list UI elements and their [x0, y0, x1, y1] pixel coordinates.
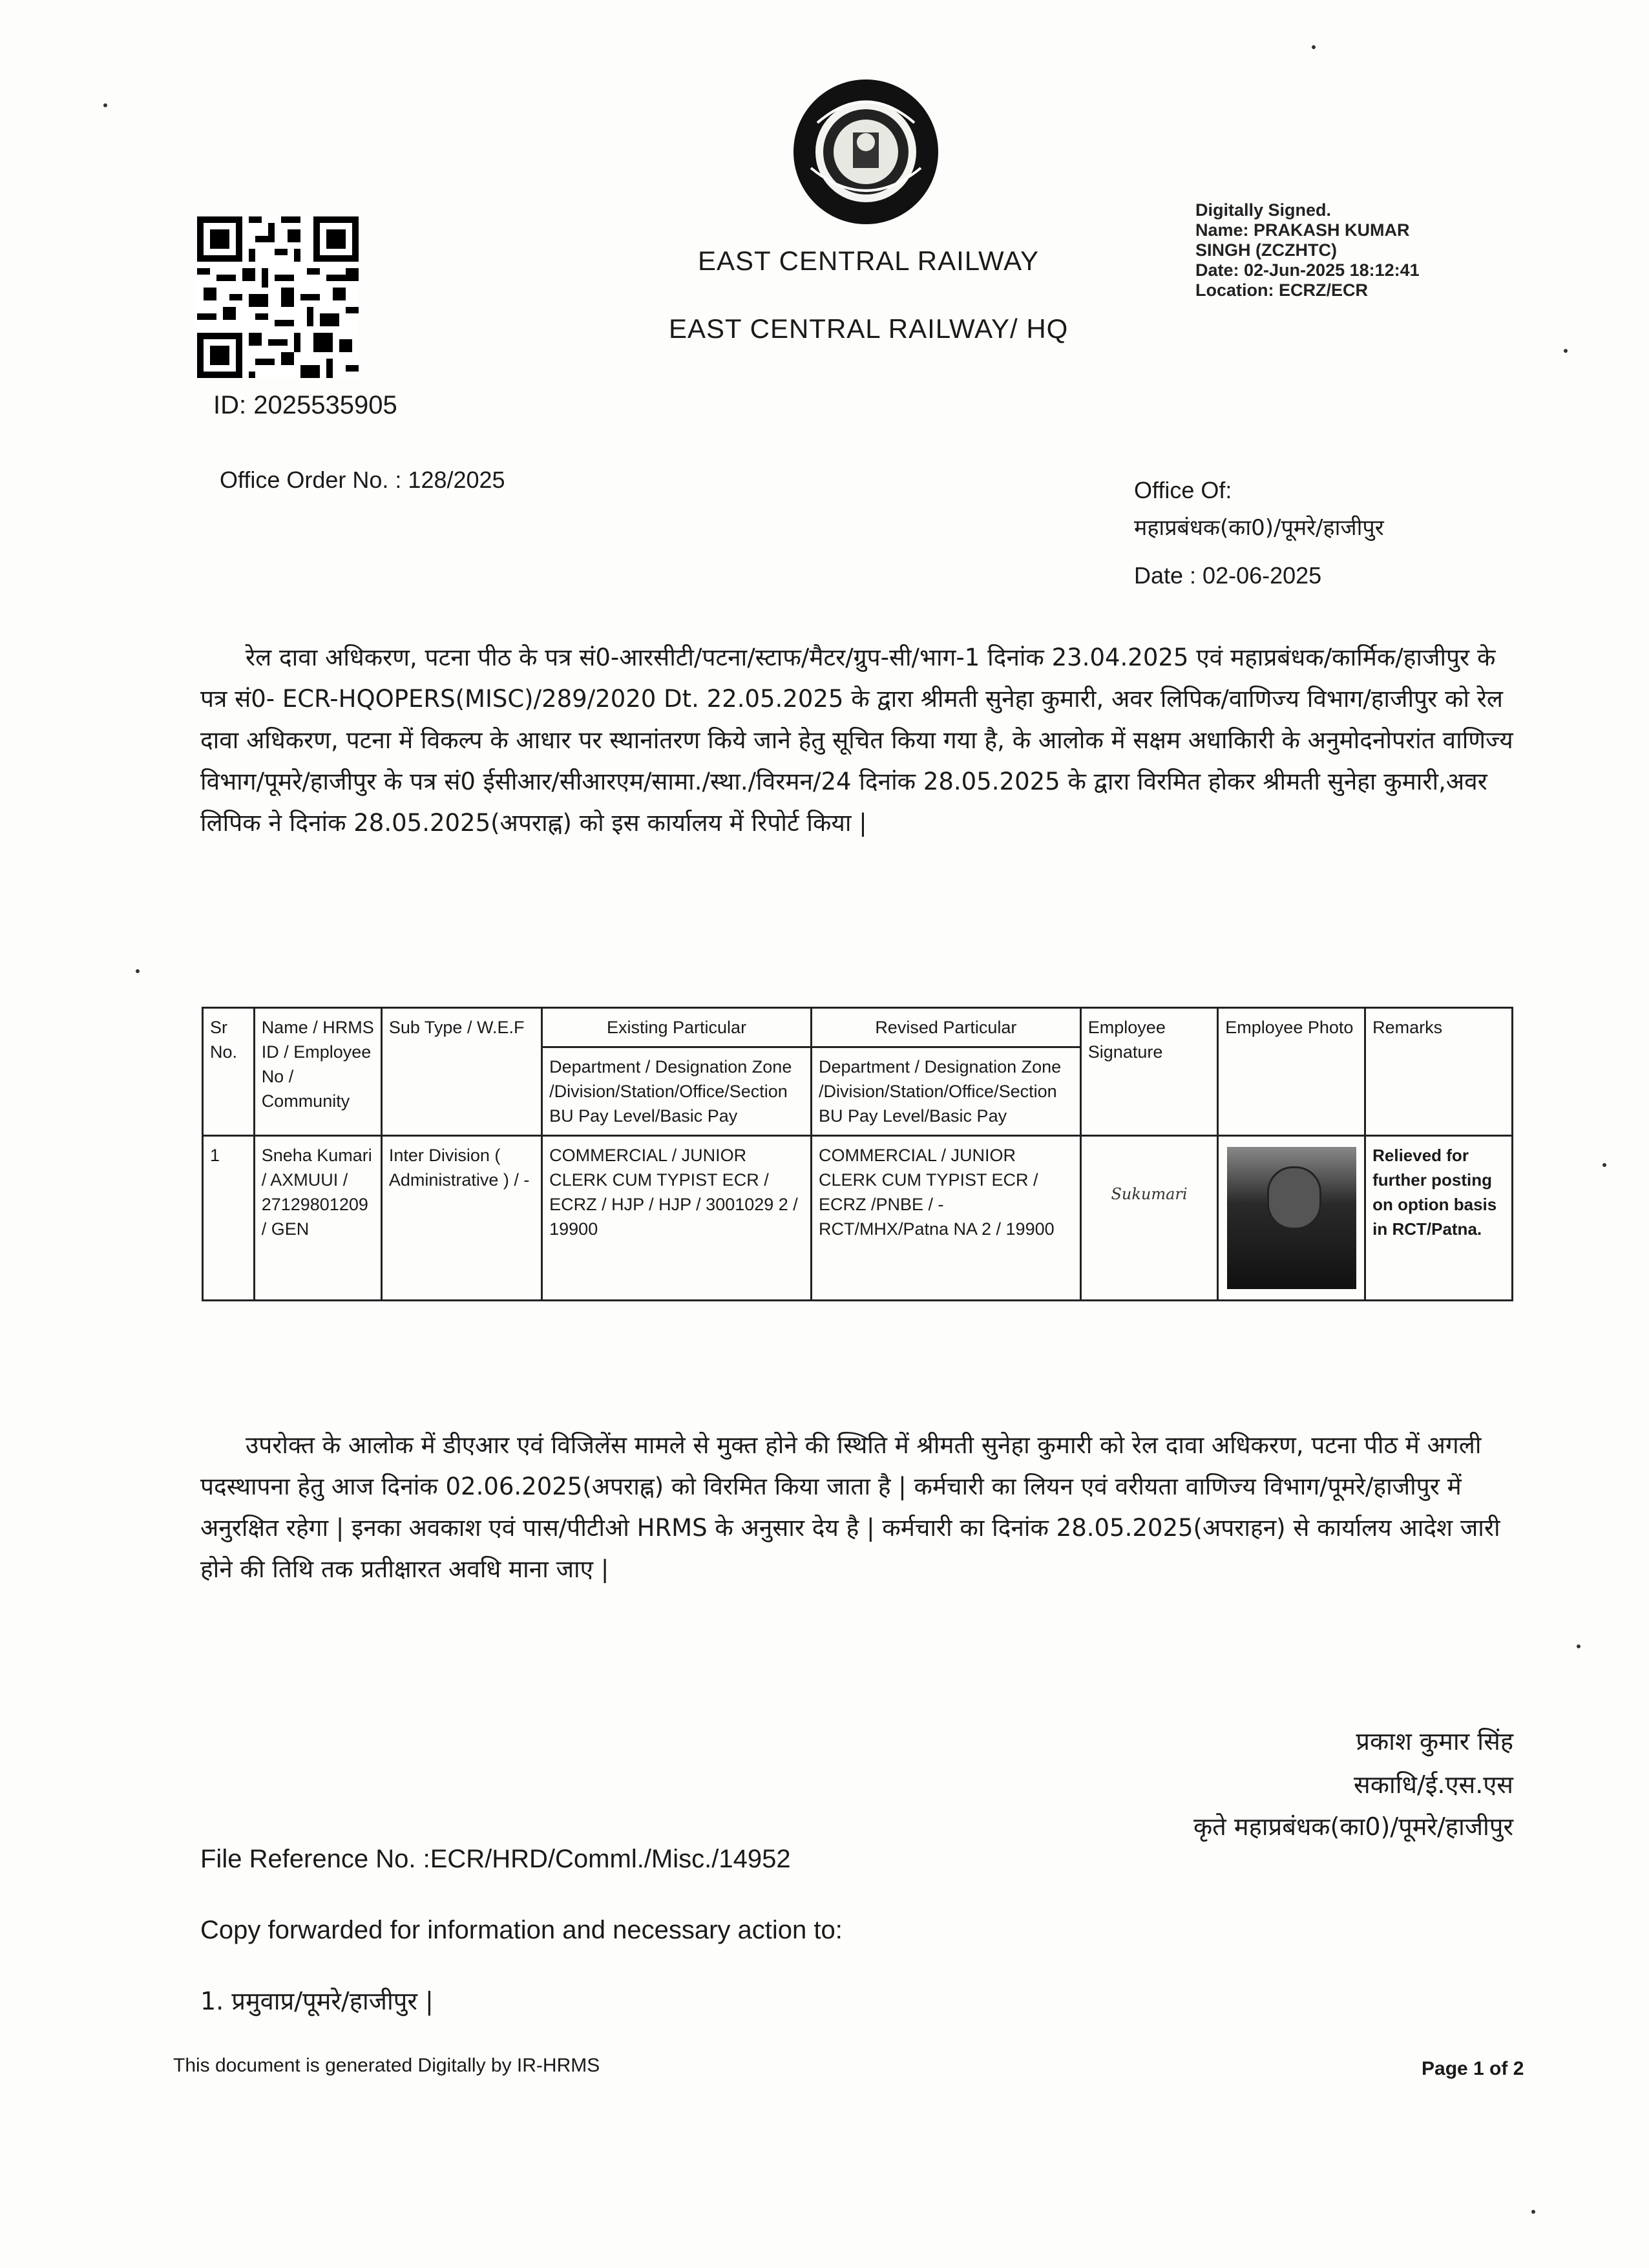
- transfer-table: [202, 1007, 1513, 1301]
- scan-speck: [1564, 349, 1568, 353]
- org-subtitle: EAST CENTRAL RAILWAY/ HQ: [669, 313, 1069, 344]
- order-date: Date : 02-06-2025: [1134, 562, 1322, 589]
- digital-signature-block: [1195, 200, 1518, 300]
- file-reference: File Reference No. :ECR/HRD/Comml./Misc./14952: [200, 1845, 791, 1873]
- signatory-on-behalf: कृते महाप्रबंधक(का0)/पूमरे/हाजीपुर: [1193, 1812, 1513, 1841]
- scan-speck: [1602, 1163, 1606, 1167]
- signature-line: SINGH (ZCZHTC): [1195, 240, 1337, 260]
- cell-signature: [1080, 1136, 1218, 1301]
- office-of-label: Office Of:: [1134, 477, 1232, 503]
- copy-forwarded-heading: Copy forwarded for information and necessary action to:: [200, 1916, 843, 1944]
- cell-remarks: Relieved for further posting on option basis in RCT/Patna.: [1365, 1136, 1513, 1301]
- employee-face: [1267, 1166, 1321, 1230]
- existing-fields: Department / Designation Zone /Division/Station/Office/Section BU Pay Level/Basic Pay: [542, 1047, 812, 1136]
- header-name: Name / HRMS ID / Employee No / Community: [254, 1008, 381, 1136]
- scan-speck: [1312, 45, 1316, 49]
- header-signature: Employee Signature: [1080, 1008, 1218, 1136]
- table-header-row: [203, 1008, 1513, 1047]
- signature-line: Digitally Signed.: [1195, 200, 1332, 220]
- scan-speck: [103, 103, 107, 107]
- cell-subtype: Inter Division ( Administrative ) / -: [381, 1136, 541, 1301]
- scan-speck: [1577, 1644, 1581, 1648]
- signature-line: Date: 02-Jun-2025 18:12:41: [1195, 260, 1420, 280]
- signatory-name: प्रकाश कुमार सिंह: [1356, 1727, 1513, 1756]
- employee-signature: Sukumari: [1111, 1185, 1188, 1203]
- document-id: ID: 2025535905: [213, 391, 397, 419]
- scan-speck: [136, 969, 140, 973]
- org-title: EAST CENTRAL RAILWAY: [698, 246, 1039, 276]
- header-photo: Employee Photo: [1218, 1008, 1365, 1136]
- revised-fields: Department / Designation Zone /Division/Station/Office/Section BU Pay Level/Basic Pay: [811, 1047, 1080, 1136]
- cell-photo: [1218, 1136, 1365, 1301]
- header-revised: Revised Particular: [811, 1008, 1080, 1047]
- copy-list-item: 1. प्रमुवाप्र/पूमरे/हाजीपुर |: [200, 1987, 434, 2015]
- header-existing: Existing Particular: [542, 1008, 812, 1047]
- header-remarks: Remarks: [1365, 1008, 1513, 1136]
- table-row: [203, 1136, 1513, 1301]
- cell-name: Sneha Kumari / AXMUUI / 27129801209 / GEN: [254, 1136, 381, 1301]
- indian-railways-emblem-icon: [792, 78, 940, 226]
- signatory-designation: सकाधि/ई.एस.एस: [1354, 1770, 1513, 1799]
- qr-code-icon: [197, 216, 359, 378]
- footer-generated-note: This document is generated Digitally by IR-HRMS: [173, 2055, 600, 2076]
- cell-revised: COMMERCIAL / JUNIOR CLERK CUM TYPIST ECR / ECRZ /PNBE / - RCT/MHX/Patna NA 2 / 19900: [811, 1136, 1080, 1301]
- header-subtype: Sub Type / W.E.F: [381, 1008, 541, 1136]
- cell-existing: COMMERCIAL / JUNIOR CLERK CUM TYPIST ECR / ECRZ / HJP / HJP / 3001029 2 / 19900: [542, 1136, 812, 1301]
- header-sr: Sr No.: [203, 1008, 255, 1136]
- office-order-number: Office Order No. : 128/2025: [220, 467, 505, 493]
- employee-photo: [1227, 1147, 1356, 1289]
- body-paragraph-1: रेल दावा अधिकरण, पटना पीठ के पत्र सं0-आरसीटी/पटना/स्टाफ/मैटर/ग्रुप-सी/भाग-1 दिनांक 23.04.2025 एवं महाप्रबंधक/कार्मिक/हाजीपुर के पत्र सं0- ECR-HQOPERS(MISC)/289/2020 Dt. 22.05.2025 के द्वारा श्रीमती सुनेहा कुमारी, अवर लिपिक/वाणिज्य विभाग/हाजीपुर को रेल दावा अधिकरण, पटना में विकल्प के आधार पर स्थानांतरण किये जाने हेतु सूचित किया गया है, के आलोक में सक्षम अधाकिारी के अनुमोदनोपरांत वाणिज्य विभाग/पूमरे/हाजीपुर के पत्र सं0 ईसीआर/सीआरएम/सामा./स्था./विरमन/24 दिनांक 28.05.2025 के द्वारा विरमित होकर श्रीमती सुनेहा कुमारी,अवर लिपिक ने दिनांक 28.05.2025(अपराह्न) को इस कार्यालय में रिपोर्ट किया |: [200, 644, 1513, 837]
- scan-speck: [1531, 2210, 1535, 2214]
- body-paragraph-2: उपरोक्त के आलोक में डीएआर एवं विजिलेंस मामले से मुक्त होने की स्थिति में श्रीमती सुनेहा कुमारी को रेल दावा अधिकरण, पटना पीठ में अगली पदस्थापना हेतु आज दिनांक 02.06.2025(अपराह्न) को विरमित किया जाता है | कर्मचारी का लियन एवं वरीयता वाणिज्य विभाग/पूमरे/हाजीपुर में अनुरक्षित रहेगा | इनका अवकाश एवं पास/पीटीओ HRMS के अनुसार देय है | कर्मचारी का दिनांक 28.05.2025(अपराहन) से कार्यालय आदेश जारी होने की तिथि तक प्रतीक्षारत अवधि माना जाए |: [200, 1431, 1500, 1583]
- office-of-department: महाप्रबंधक(का0)/पूमरे/हाजीपुर: [1134, 515, 1384, 541]
- cell-sr: 1: [203, 1136, 255, 1301]
- signature-line: Name: PRAKASH KUMAR: [1195, 220, 1410, 240]
- signature-line: Location: ECRZ/ECR: [1195, 280, 1368, 300]
- footer-page-number: Page 1 of 2: [1422, 2058, 1524, 2079]
